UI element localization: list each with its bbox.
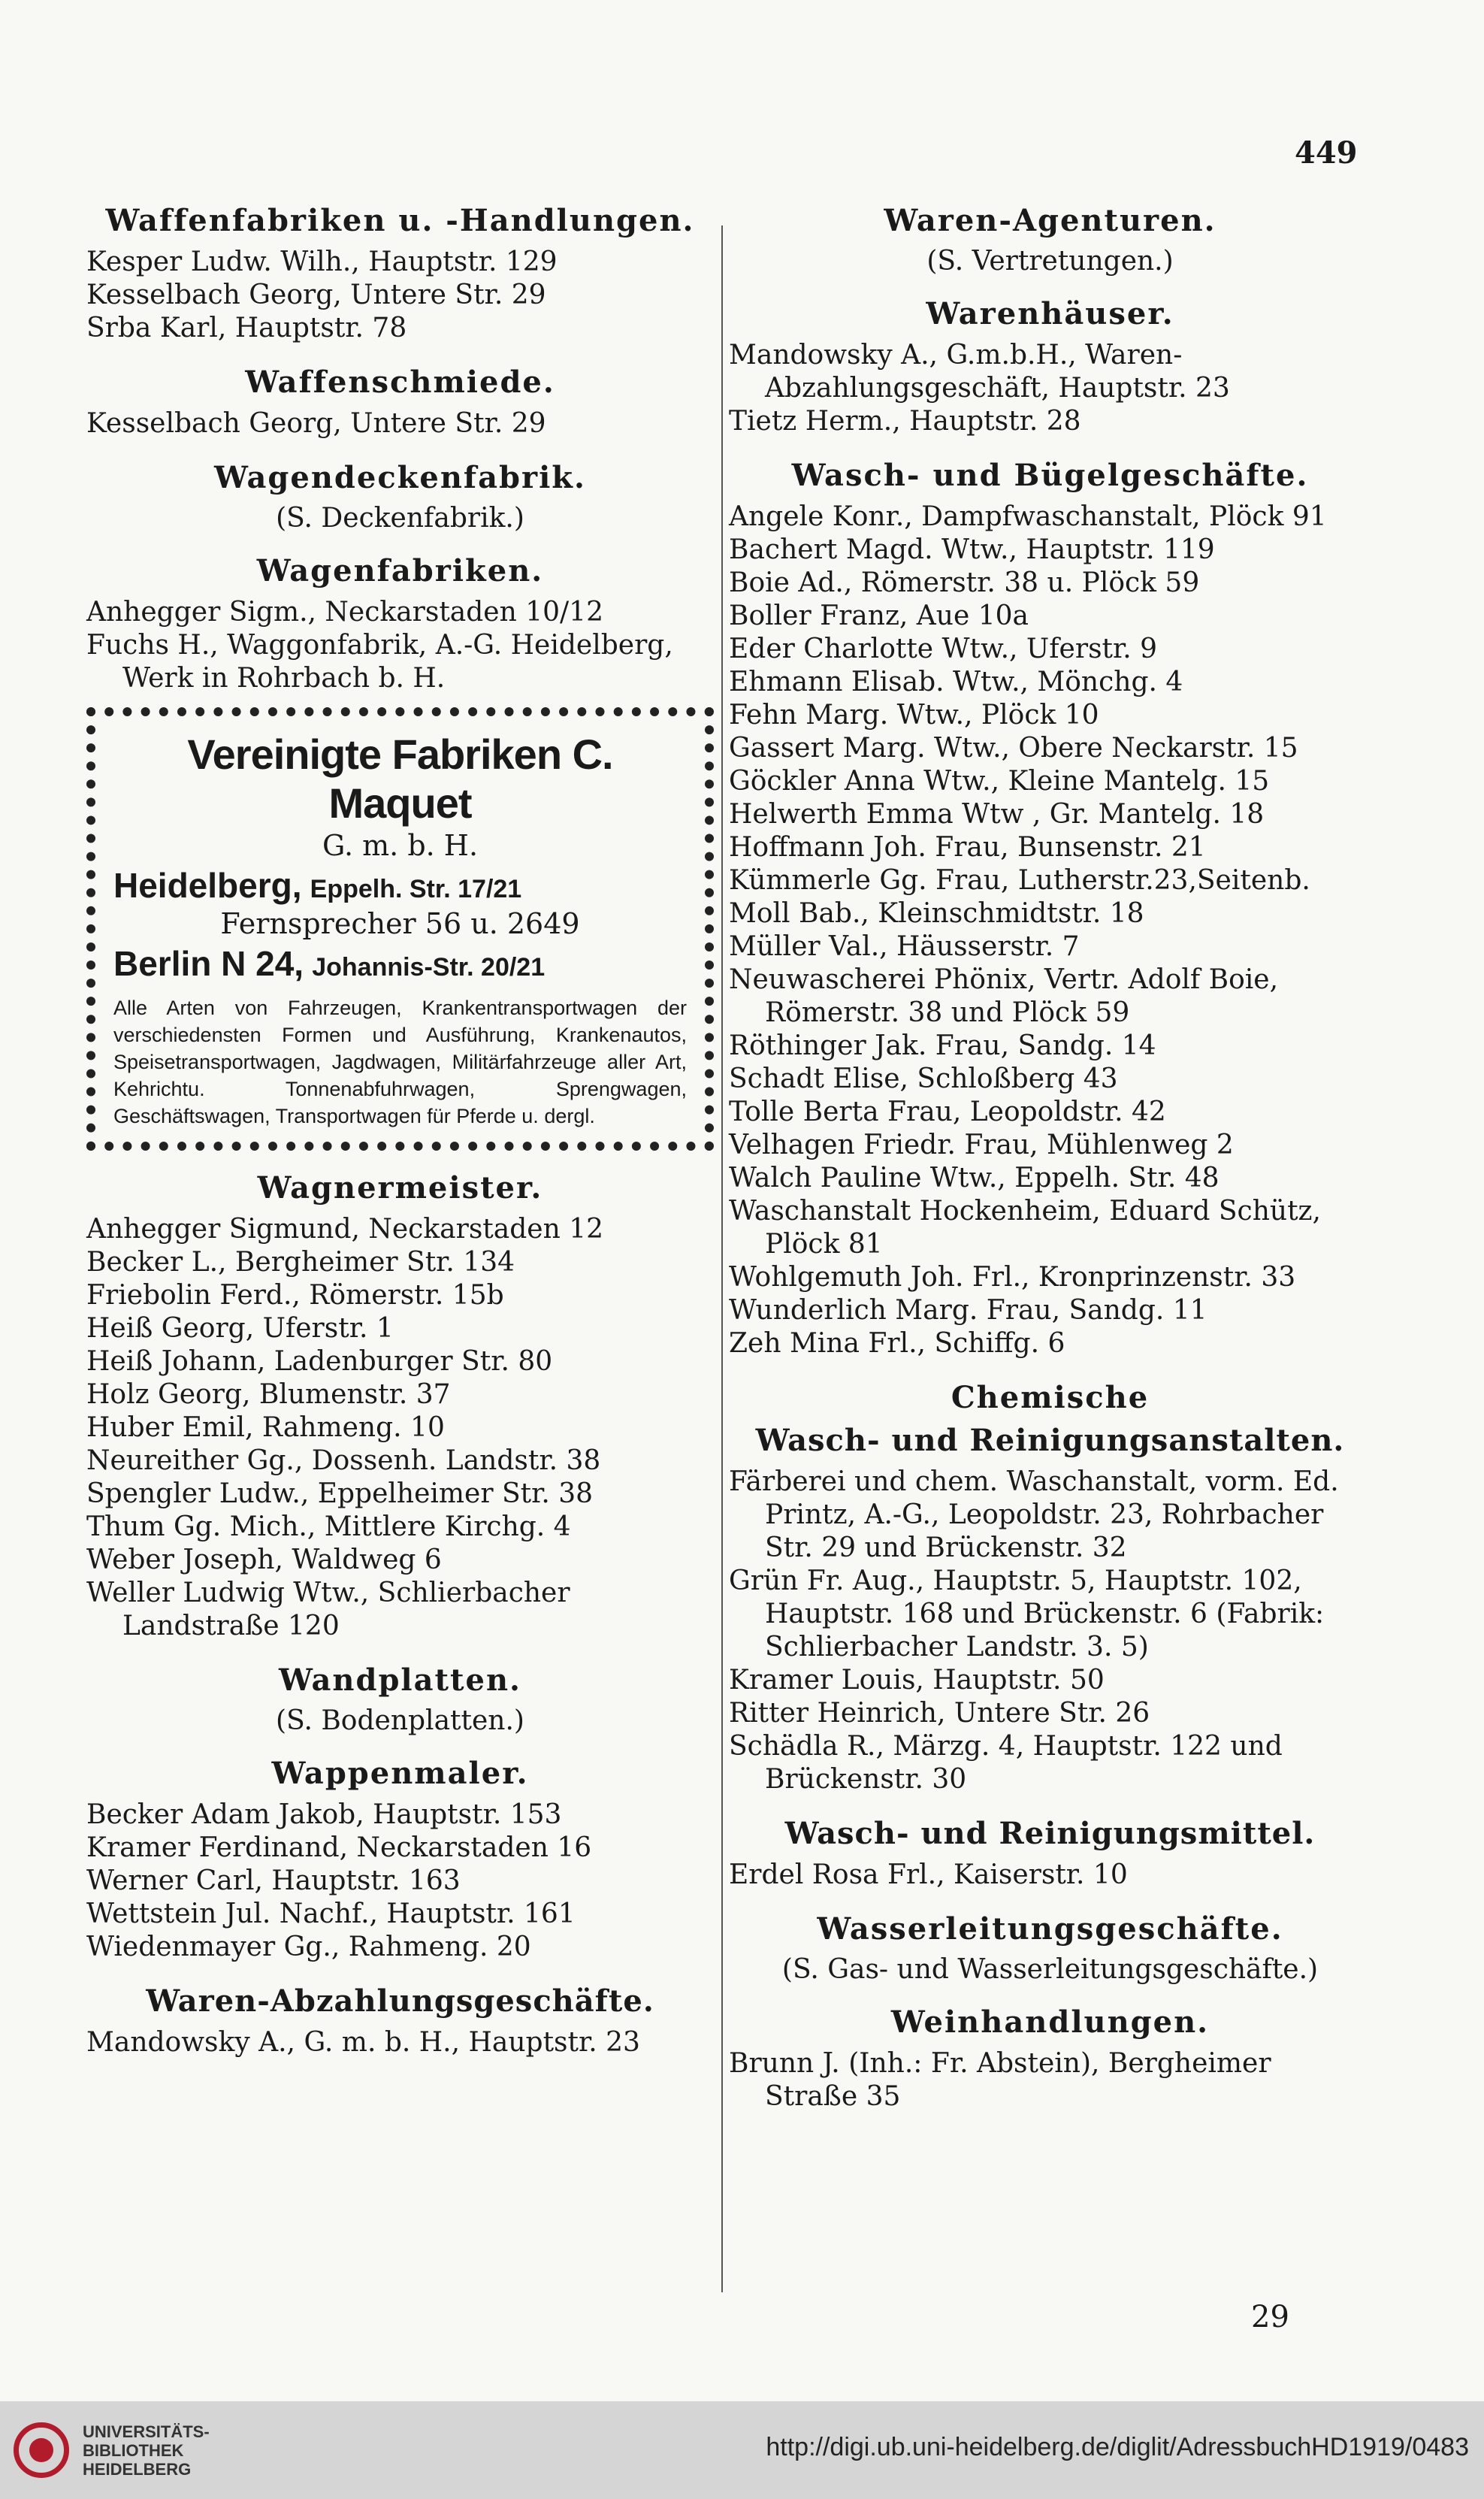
list-warenhaeuser xyxy=(729,339,1371,438)
directory-entry: Heiß Georg, Uferstr. 1 xyxy=(86,1313,394,1344)
directory-entry: Tolle Berta Frau, Leopoldstr. 42 xyxy=(729,1097,1166,1127)
directory-entry: Ritter Heinrich, Untere Str. 26 xyxy=(729,1698,1150,1729)
directory-entry: Wunderlich Marg. Frau, Sandg. 11 xyxy=(729,1295,1207,1326)
section-heading-chemische: Chemische xyxy=(951,1380,1150,1415)
section-heading-warenhaeuser: Warenhäuser. xyxy=(926,296,1174,331)
directory-entry: Moll Bab., Kleinschmidtstr. 18 xyxy=(729,898,1144,929)
directory-entry: Angele Konr., Dampfwaschanstalt, Plöck 91 xyxy=(729,501,1327,532)
directory-entry: Mandowsky A., G. m. b. H., Hauptstr. 23 xyxy=(86,2027,640,2058)
directory-entry: Boller Franz, Aue 10a xyxy=(729,601,1029,631)
section-heading-wagendeckenfabrik: Wagendeckenfabrik. xyxy=(214,460,586,495)
section-heading-wagenfabriken: Wagenfabriken. xyxy=(256,553,544,588)
section-heading-weinhandlungen: Weinhandlungen. xyxy=(890,2004,1210,2040)
column-divider xyxy=(721,225,723,2292)
folio-number: 29 xyxy=(1251,2300,1289,2334)
ad-company-form: G. m. b. H. xyxy=(322,829,479,862)
directory-entry: Neuwascherei Phönix, Vertr. Adolf Boie, Römerstr. 38 und Plöck 59 xyxy=(729,964,1279,1028)
directory-entry: Müller Val., Häusserstr. 7 xyxy=(729,931,1080,962)
directory-entry: Eder Charlotte Wtw., Uferstr. 9 xyxy=(729,634,1158,664)
directory-entry: Kesselbach Georg, Untere Str. 29 xyxy=(86,408,546,439)
section-heading-wappenmaler: Wappenmaler. xyxy=(271,1756,529,1791)
directory-entry: Friebolin Ferd., Römerstr. 15b xyxy=(86,1280,504,1311)
directory-entry: Boie Ad., Römerstr. 38 u. Plöck 59 xyxy=(729,567,1200,598)
cross-reference: (S. Vertretungen.) xyxy=(926,246,1174,277)
directory-entry: Weller Ludwig Wtw., Schlierbacher Landstraße 120 xyxy=(86,1578,570,1641)
section-heading-waren-agenturen: Waren-Agenturen. xyxy=(884,203,1217,238)
directory-entry: Anhegger Sigmund, Neckarstaden 12 xyxy=(86,1214,604,1245)
directory-entry: Schädla R., Märzg. 4, Hauptstr. 122 und Brückenstr. 30 xyxy=(729,1731,1283,1795)
logo-line: UNIVERSITÄTS- xyxy=(83,2422,210,2441)
directory-entry: Huber Emil, Rahmeng. 10 xyxy=(86,1412,445,1443)
directory-entry: Mandowsky A., G.m.b.H., Waren-Abzahlungsgeschäft, Hauptstr. 23 xyxy=(729,340,1230,404)
ad-address-berlin xyxy=(113,943,687,984)
logo-line: HEIDELBERG xyxy=(83,2460,192,2479)
directory-entry: Fehn Marg. Wtw., Plöck 10 xyxy=(729,700,1099,731)
list-waffenschmiede xyxy=(86,407,714,440)
list-reinigungsanstalten xyxy=(729,1466,1371,1796)
list-wagenfabriken xyxy=(86,596,714,695)
list-reinigungsmittel xyxy=(729,1859,1371,1892)
directory-entry: Grün Fr. Aug., Hauptstr. 5, Hauptstr. 102, Hauptstr. 168 und Brückenstr. 6 (Fabrik: Schlierbacher Landstr. 3. 5) xyxy=(729,1566,1325,1662)
directory-entry: Kramer Louis, Hauptstr. 50 xyxy=(729,1665,1105,1696)
section-heading-wagnermeister: Wagnermeister. xyxy=(257,1170,543,1206)
list-wagnermeister xyxy=(86,1213,714,1643)
directory-entry: Anhegger Sigm., Neckarstaden 10/12 xyxy=(86,597,603,628)
directory-entry: Fuchs H., Waggonfabrik, A.-G. Heidelberg, Werk in Rohrbach b. H. xyxy=(86,630,673,694)
ad-description: Alle Arten von Fahrzeugen, Krankentransportwagen der verschiedensten Formen und Ausführung, Krankenautos, Speisetransportwagen, Jagdwagen, Militärfahrzeuge aller Art, Kehrichtu. Tonnenabfuhrwagen, Sprengwagen, Geschäftswagen, Transportwagen für Pferde u. dergl. xyxy=(113,997,687,1127)
directory-entry: Gassert Marg. Wtw., Obere Neckarstr. 15 xyxy=(729,733,1298,764)
directory-entry: Brunn J. (Inh.: Fr. Abstein), Bergheimer Straße 35 xyxy=(729,2048,1271,2112)
section-heading-wandplatten: Wandplatten. xyxy=(279,1662,521,1698)
viewer-footer xyxy=(0,2401,1484,2499)
directory-entry: Wettstein Jul. Nachf., Hauptstr. 161 xyxy=(86,1898,576,1929)
directory-entry: Erdel Rosa Frl., Kaiserstr. 10 xyxy=(729,1859,1128,1890)
library-logo-icon xyxy=(14,2422,69,2478)
left-column xyxy=(86,203,714,2059)
section-heading-abzahlungsgeschaefte: Waren-Abzahlungsgeschäfte. xyxy=(146,1983,654,2019)
section-heading-waffenschmiede: Waffenschmiede. xyxy=(245,365,555,400)
logo-line: BIBLIOTHEK xyxy=(83,2441,184,2460)
directory-entry: Becker L., Bergheimer Str. 134 xyxy=(86,1247,515,1278)
directory-entry: Werner Carl, Hauptstr. 163 xyxy=(86,1865,461,1896)
directory-entry: Wiedenmayer Gg., Rahmeng. 20 xyxy=(86,1932,531,1962)
directory-entry: Bachert Magd. Wtw., Hauptstr. 119 xyxy=(729,534,1215,565)
cross-reference: (S. Bodenplatten.) xyxy=(276,1705,524,1736)
directory-entry: Kesselbach Georg, Untere Str. 29 xyxy=(86,280,546,310)
ad-phone: Fernsprecher 56 u. 2649 xyxy=(220,907,580,940)
directory-entry: Weber Joseph, Waldweg 6 xyxy=(86,1544,442,1575)
library-logo-text xyxy=(83,2422,263,2479)
directory-entry: Kesper Ludw. Wilh., Hauptstr. 129 xyxy=(86,247,558,277)
directory-entry: Röthinger Jak. Frau, Sandg. 14 xyxy=(729,1030,1156,1061)
list-wappenmaler xyxy=(86,1799,714,1964)
directory-entry: Becker Adam Jakob, Hauptstr. 153 xyxy=(86,1799,562,1830)
ad-street-heidelberg: Eppelh. Str. 17/21 xyxy=(310,875,522,903)
directory-entry: Zeh Mina Frl., Schiffg. 6 xyxy=(729,1328,1065,1359)
section-heading-wasserleitung: Wasserleitungsgeschäfte. xyxy=(817,1911,1283,1947)
directory-entry: Hoffmann Joh. Frau, Bunsenstr. 21 xyxy=(729,832,1206,863)
cross-reference: (S. Gas- und Wasserleitungsgeschäfte.) xyxy=(781,1954,1319,1985)
directory-entry: Spengler Ludw., Eppelheimer Str. 38 xyxy=(86,1478,594,1509)
ad-firm-name: Vereinigte Fabriken C. Maquet xyxy=(187,731,613,827)
directory-entry: Velhagen Friedr. Frau, Mühlenweg 2 xyxy=(729,1130,1234,1160)
page-number: 449 xyxy=(1295,135,1358,171)
list-buegelgeschaefte xyxy=(729,501,1371,1360)
directory-entry: Srba Karl, Hauptstr. 78 xyxy=(86,313,407,343)
source-url-link[interactable]: http://digi.ub.uni-heidelberg.de/diglit/AdressbuchHD1919/0483 xyxy=(766,2433,1469,2461)
directory-entry: Göckler Anna Wtw., Kleine Mantelg. 15 xyxy=(729,766,1270,797)
directory-entry: Helwerth Emma Wtw , Gr. Mantelg. 18 xyxy=(729,799,1265,830)
directory-entry: Holz Georg, Blumenstr. 37 xyxy=(86,1379,451,1410)
ad-address-heidelberg xyxy=(113,865,687,906)
directory-entry: Thum Gg. Mich., Mittlere Kirchg. 4 xyxy=(86,1511,571,1542)
directory-entry: Kramer Ferdinand, Neckarstaden 16 xyxy=(86,1832,592,1863)
section-heading-reinigungsanstalten: Wasch- und Reinigungsanstalten. xyxy=(755,1423,1345,1458)
directory-entry: Ehmann Elisab. Wtw., Mönchg. 4 xyxy=(729,667,1183,697)
directory-entry: Schadt Elise, Schloßberg 43 xyxy=(729,1063,1118,1094)
list-abzahlungsgeschaefte xyxy=(86,2026,714,2059)
right-column xyxy=(729,203,1371,2113)
section-heading-reinigungsmittel: Wasch- und Reinigungsmittel. xyxy=(784,1816,1316,1851)
directory-entry: Wohlgemuth Joh. Frl., Kronprinzenstr. 33 xyxy=(729,1262,1296,1293)
directory-entry: Färberei und chem. Waschanstalt, vorm. Ed. Printz, A.-G., Leopoldstr. 23, Rohrbacher Str. 29 und Brückenstr. 32 xyxy=(729,1466,1339,1563)
directory-entry: Waschanstalt Hockenheim, Eduard Schütz, Plöck 81 xyxy=(729,1196,1321,1260)
directory-entry: Neureither Gg., Dossenh. Landstr. 38 xyxy=(86,1445,601,1476)
directory-entry: Tietz Herm., Hauptstr. 28 xyxy=(729,406,1081,437)
advertisement-maquet xyxy=(86,707,714,1151)
ad-city-heidelberg: Heidelberg, xyxy=(113,866,302,905)
section-heading-waffenfabriken: Waffenfabriken u. -Handlungen. xyxy=(105,203,695,238)
cross-reference: (S. Deckenfabrik.) xyxy=(276,503,524,534)
section-heading-buegelgeschaefte: Wasch- und Bügelgeschäfte. xyxy=(791,458,1309,493)
list-weinhandlungen xyxy=(729,2047,1371,2113)
directory-entry: Kümmerle Gg. Frau, Lutherstr.23,Seitenb. xyxy=(729,865,1310,896)
directory-entry: Heiß Johann, Ladenburger Str. 80 xyxy=(86,1346,553,1377)
directory-entry: Walch Pauline Wtw., Eppelh. Str. 48 xyxy=(729,1163,1220,1194)
ad-street-berlin: Johannis-Str. 20/21 xyxy=(312,953,546,982)
list-waffenfabriken xyxy=(86,246,714,345)
ad-city-berlin: Berlin N 24, xyxy=(113,944,304,983)
